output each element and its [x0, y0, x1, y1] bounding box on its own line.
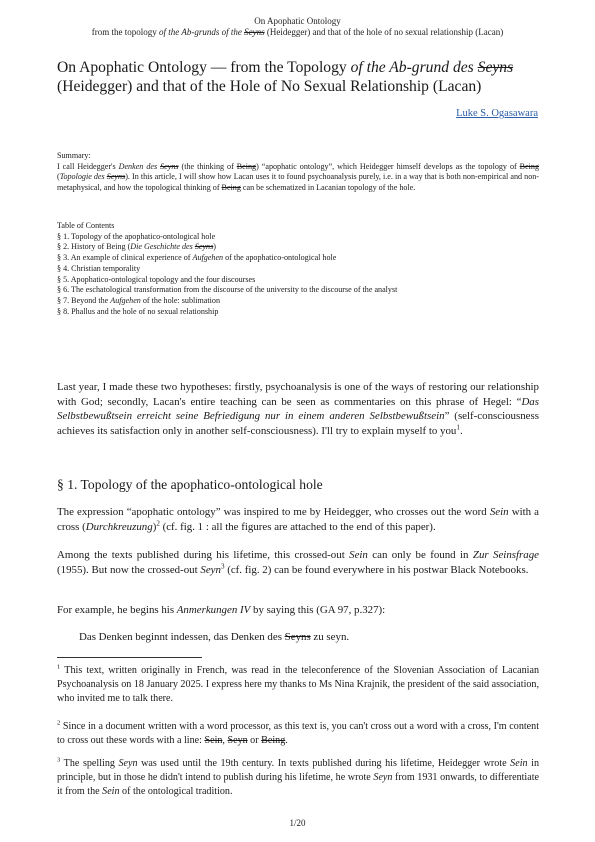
- block-quote: Das Denken beginnt indessen, das Denken des Seyns zu seyn.: [79, 631, 350, 643]
- footnote: $^2$ Since in a document written with a word processor, as this text is, you can't cross out a word with a cross, I'm content to cross out these words with a line: Sein, Seyn or Being.: [57, 719, 539, 746]
- toc-item[interactable]: § 7. Beyond the Aufgehen of the hole: sublimation: [57, 295, 220, 305]
- running-header: [0, 16, 595, 38]
- summary: [57, 151, 539, 193]
- intro-paragraph: Last year, I made these two hypotheses: firstly, psychoanalysis is one of the ways of restoring our relationship with God; secondly, Lacan's entire teaching can be seen as commentaries on this phrase of Hegel: “Das Selbstbewußtsein erreicht seine Befriedigung nur in einem anderen Selbstbewußtsein” (self-consciousness achieves its satisfaction only in another self-consciousness). I'll try to explain myself to you$^1$.: [57, 381, 539, 437]
- body-paragraph: For example, he begins his Anmerkungen IV by saying this (GA 97, p.327):: [57, 604, 386, 616]
- footnote: $^1$ This text, written originally in French, was read in the teleconference of the Slovenian Association of Lacanian Psychoanalysis on 18 January 2025. I express here my thanks to Ms Nina Krajnik, the president of the said association, who invited me to talk there.: [57, 663, 539, 704]
- page-number: 1/20: [289, 818, 306, 828]
- toc-item[interactable]: § 5. Apophatico-ontological topology and the four discourses: [57, 274, 256, 284]
- toc-item[interactable]: § 1. Topology of the apophatico-ontological hole: [57, 231, 216, 241]
- body-paragraph: Among the texts published during his lifetime, this crossed-out Sein can only be found in Zur Seinsfrage (1955). But now the crossed-out Seyn$^3$ (cf. fig. 2) can be found everywhere in his postwar Black Notebooks.: [57, 549, 540, 576]
- footnote-ref[interactable]: 1: [456, 423, 460, 432]
- author-link[interactable]: Luke S. Ogasawara: [456, 108, 538, 119]
- table-of-contents: [57, 221, 539, 317]
- summary-text: I call Heidegger's Denken des Seyns (the thinking of Being) “apophatic ontology”, which Heidegger himself develops as the topology of Being (Topologie des Seyns). In this article, I will show how Lacan uses it to found psychoanalysis purely, i.e. in a way that is both non-empirical and non-metaphysical, and how the topological thinking of Being can be schematized in Lacanian topology of the hole.: [57, 161, 540, 192]
- body-paragraph: The expression “apophatic ontology” was inspired to me by Heidegger, who crosses out the word Sein with a cross (Durchkreuzung)$^2$ (cf. fig. 1 : all the figures are attached to the end of this paper).: [57, 506, 539, 533]
- toc-label: Table of Contents: [57, 221, 115, 230]
- running-header-subtitle: from the topology of the Ab-grunds of the Seyns (Heidegger) and that of the hole of no sexual relationship (Lacan): [91, 27, 504, 37]
- footnote: $^3$ The spelling Seyn was used until the 19th century. In texts published during his lifetime, Heidegger wrote Sein in principle, but in those he didn't intend to publish during his lifetime, he wrote Seyn from 1931 onwards, to differentiate it from the Sein of the ontological tradition.: [57, 756, 539, 797]
- page-title: On Apophatic Ontology — from the Topology of the Ab-grund des Seyns (Heidegger) and that of the Hole of No Sexual Relationship (Lacan): [57, 59, 514, 95]
- footnote-separator: [57, 657, 202, 658]
- summary-label: Summary:: [57, 151, 91, 160]
- footnote-ref[interactable]: 2: [156, 518, 160, 527]
- toc-item[interactable]: § 4. Christian temporality: [57, 263, 141, 273]
- section-heading: § 1. Topology of the apophatico-ontological hole: [57, 477, 323, 492]
- toc-item[interactable]: § 3. An example of clinical experience of Aufgehen of the apophatico-ontological hole: [57, 253, 337, 263]
- running-header-title: On Apophatic Ontology: [254, 16, 341, 26]
- toc-item[interactable]: § 2. History of Being (Die Geschichte des Seyns): [57, 242, 216, 252]
- toc-item[interactable]: § 6. The eschatological transformation from the discourse of the university to the discourse of the analyst: [57, 285, 398, 295]
- toc-item[interactable]: § 8. Phallus and the hole of no sexual relationship: [57, 306, 219, 316]
- footnote-ref[interactable]: 3: [220, 561, 225, 570]
